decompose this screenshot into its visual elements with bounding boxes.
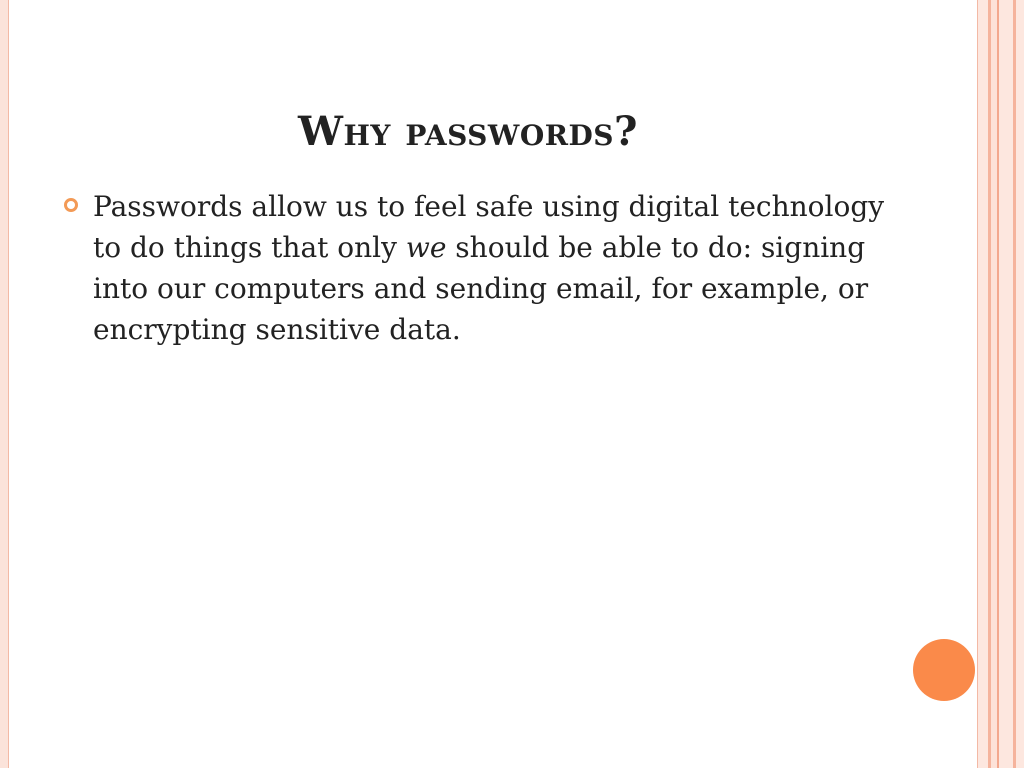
right-decorative-stripe — [1016, 0, 1024, 768]
bullet-text-part2: should be able to do: signing into our computers and sending email, for example, or encrypting sensitive data. — [93, 231, 869, 346]
decorative-orange-circle — [913, 639, 975, 701]
bullet-text-part1: Passwords allow us to feel safe using digital technology to do things that only — [93, 190, 885, 264]
ring-bullet-icon — [64, 198, 78, 212]
bullet-text — [93, 186, 893, 350]
slide-title: Why passwords? — [298, 108, 638, 155]
right-decorative-stripe — [978, 0, 988, 768]
bullet-text-emphasis: we — [405, 231, 447, 264]
right-decorative-stripe — [999, 0, 1013, 768]
